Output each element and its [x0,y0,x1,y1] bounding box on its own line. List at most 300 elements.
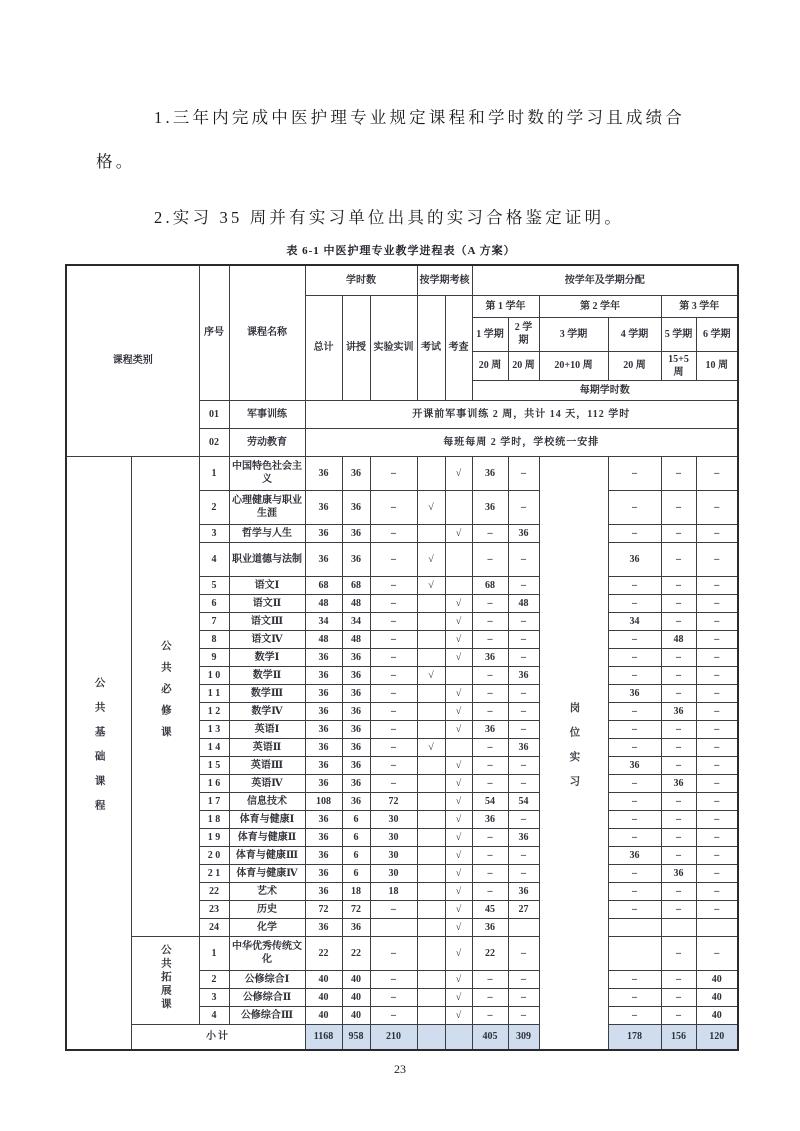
header-practice: 实验实训 [370,295,417,400]
cell-course-name: 语文Ⅰ [229,576,305,594]
cell-sem5: – [661,936,696,970]
cell-course-name: 信息技术 [229,792,305,810]
cell-lecture-hours: 36 [342,666,370,684]
cell-sem6: – [696,524,738,542]
cell-sem2: 54 [508,792,539,810]
cell-sem6: – [696,490,738,524]
header-assessment: 按学期考核 [417,265,472,295]
cell-course-name: 语文Ⅳ [229,630,305,648]
cell-sem4 [608,936,661,970]
cell-sem6: 40 [696,988,738,1006]
cell-exam-mark [417,882,445,900]
cell-sem4: – [608,988,661,1006]
header-lecture: 讲授 [342,295,370,400]
cell-sem1: 36 [472,456,508,490]
cell-lecture-hours: 36 [342,524,370,542]
cell-sem1: – [472,594,508,612]
cell-check-mark: √ [445,684,472,702]
cell-sem4: 36 [608,684,661,702]
header-semester-5: 5 学期 [661,317,696,351]
cell-practice-hours: – [370,684,417,702]
cell-exam-mark [417,792,445,810]
header-distribution: 按学年及学期分配 [472,265,738,295]
header-check: 考查 [445,295,472,400]
cell-sem1: – [472,846,508,864]
cell-lecture-hours: 36 [342,456,370,490]
cell-practice-hours: – [370,490,417,524]
cell-lecture-hours: 36 [342,720,370,738]
cell-sem5: – [661,900,696,918]
cell-exam-mark [417,648,445,666]
cell-course-name: 体育与健康Ⅳ [229,864,305,882]
cell-course-name: 语文Ⅱ [229,594,305,612]
cell-lecture-hours: 36 [342,490,370,524]
cell-lecture-hours: 6 [342,846,370,864]
cell-course-name: 英语Ⅱ [229,738,305,756]
cell-check-mark: √ [445,918,472,936]
cell-practice-hours: – [370,576,417,594]
cell-seq: 7 [199,612,229,630]
cell-exam-mark [417,900,445,918]
cell-seq: 4 [199,1006,229,1024]
cell-total-hours: 36 [305,542,342,576]
cell-course-name: 中国特色社会主义 [229,456,305,490]
subtotal-lecture: 958 [342,1024,370,1050]
cell-total-hours: 36 [305,864,342,882]
cell-sem2: – [508,864,539,882]
cell-exam-mark: √ [417,576,445,594]
cell-course-name: 英语Ⅳ [229,774,305,792]
cell-total-hours: 36 [305,702,342,720]
cell-check-mark: √ [445,936,472,970]
header-exam: 考试 [417,295,445,400]
cell-total-hours: 36 [305,648,342,666]
cell-exam-mark [417,524,445,542]
cell-sem4: – [608,864,661,882]
cell-sem5: 36 [661,864,696,882]
cell-sem2: – [508,684,539,702]
cell-sem6: 40 [696,970,738,988]
cell-seq: 5 [199,576,229,594]
header-per-term-hours: 每期学时数 [472,380,738,400]
header-year1: 第 1 学年 [472,295,539,317]
cell-sem6: – [696,542,738,576]
cell-exam-mark [417,756,445,774]
cell-lecture-hours: 40 [342,1006,370,1024]
cell-check-mark: √ [445,594,472,612]
header-course-name: 课程名称 [229,265,305,400]
cell-sem4: – [608,490,661,524]
cell-sem2: 36 [508,666,539,684]
cell-sem2: – [508,490,539,524]
cell-sem1: – [472,524,508,542]
cell-lecture-hours: 36 [342,684,370,702]
cell-sem6: – [696,936,738,970]
cell-check-mark [445,542,472,576]
cell-sem4: – [608,576,661,594]
cell-exam-mark: √ [417,542,445,576]
header-seq: 序号 [199,265,229,400]
cell-total-hours: 40 [305,1006,342,1024]
cell-sem2: – [508,648,539,666]
subtotal-check [445,1024,472,1050]
cell-exam-mark [417,1006,445,1024]
header-semester-2: 2 学期 [508,317,539,351]
cell-sem1: 36 [472,490,508,524]
cell-practice-hours: – [370,630,417,648]
cell-course-name: 历史 [229,900,305,918]
cell-course-name: 数学Ⅰ [229,648,305,666]
cell-total-hours: 22 [305,936,342,970]
cell-sem4 [608,918,661,936]
cell-sem4: 36 [608,756,661,774]
cell-seq: 2 1 [199,864,229,882]
cell-check-mark: √ [445,828,472,846]
cell-course-name: 公修综合Ⅱ [229,988,305,1006]
cell-check-mark: √ [445,756,472,774]
subtotal-exam [417,1024,445,1050]
labor-education-note: 每班每周 2 学时，学校统一安排 [305,428,738,456]
cell-sem6: – [696,648,738,666]
cell-sem1: 36 [472,720,508,738]
cell-total-hours: 68 [305,576,342,594]
intro-paragraphs [96,96,702,240]
cell-practice-hours: 72 [370,792,417,810]
cell-sem1: – [472,774,508,792]
cell-sem1: – [472,702,508,720]
cell-practice-hours: – [370,970,417,988]
cell-sem6: – [696,684,738,702]
cell-sem2: – [508,542,539,576]
cell-practice-hours: – [370,738,417,756]
cell-sem2: – [508,970,539,988]
cell-total-hours: 36 [305,490,342,524]
cell-check-mark: √ [445,524,472,542]
cell-total-hours: 36 [305,738,342,756]
cell-practice-hours: – [370,666,417,684]
schedule-table-block [65,242,737,1051]
cell-sem4: – [608,810,661,828]
cell-exam-mark [417,684,445,702]
header-semester-3: 3 学期 [539,317,608,351]
cell-check-mark: √ [445,810,472,828]
cell-check-mark: √ [445,648,472,666]
cell-seq: 6 [199,594,229,612]
cell-exam-mark [417,828,445,846]
cell-sem4: – [608,630,661,648]
header-year2: 第 2 学年 [539,295,661,317]
cell-practice-hours: – [370,988,417,1006]
cell-sem1: 45 [472,900,508,918]
cell-sem1: – [472,542,508,576]
cell-check-mark [445,666,472,684]
cell-exam-mark [417,988,445,1006]
cell-check-mark: √ [445,846,472,864]
cell-practice-hours [370,918,417,936]
cell-exam-mark [417,864,445,882]
cell-exam-mark [417,630,445,648]
cell-sem4: – [608,970,661,988]
cell-sem2: 36 [508,738,539,756]
cell-sem5: – [661,576,696,594]
cell-lecture-hours: 48 [342,594,370,612]
header-weeks-4: 20 周 [608,351,661,380]
cell-check-mark [445,576,472,594]
cell-sem6: – [696,882,738,900]
cell-lecture-hours: 40 [342,970,370,988]
cell-sem2: – [508,936,539,970]
cell-seq: 02 [199,428,229,456]
cell-seq: 1 3 [199,720,229,738]
cell-sem1: 68 [472,576,508,594]
cell-sem4: – [608,828,661,846]
cell-sem6: – [696,900,738,918]
cell-lecture-hours: 36 [342,542,370,576]
cell-sem1: – [472,970,508,988]
cell-practice-hours: – [370,648,417,666]
cell-course-name: 语文Ⅲ [229,612,305,630]
cell-practice-hours: – [370,542,417,576]
cell-sem5: – [661,988,696,1006]
cell-check-mark: √ [445,774,472,792]
cell-sem5: – [661,720,696,738]
cell-sem5: – [661,594,696,612]
cell-sem6: – [696,810,738,828]
cell-total-hours: 36 [305,684,342,702]
cell-seq: 2 [199,970,229,988]
cell-sem6: – [696,792,738,810]
cell-exam-mark [417,702,445,720]
category-public-required-label: 公共必修课 [159,640,171,748]
cell-total-hours: 36 [305,774,342,792]
table-title: 表 6-1 中医护理专业教学进程表（A 方案） [286,245,516,257]
cell-sem5: – [661,456,696,490]
cell-course-name: 军事训练 [229,400,305,428]
cell-sem1: 54 [472,792,508,810]
cell-sem4: – [608,524,661,542]
cell-sem6: – [696,594,738,612]
page-number: 23 [394,1062,406,1076]
internship-cell [539,456,608,1050]
header-course-category: 课程类别 [66,265,199,456]
cell-lecture-hours: 18 [342,882,370,900]
category-public-extension-label: 公共拓展课 [159,944,171,1012]
cell-sem1: 36 [472,918,508,936]
cell-course-name: 公修综合Ⅲ [229,1006,305,1024]
cell-sem5: – [661,524,696,542]
header-semester-1: 1 学期 [472,317,508,351]
cell-sem1: – [472,756,508,774]
cell-seq: 1 4 [199,738,229,756]
cell-sem5: – [661,648,696,666]
cell-course-name: 体育与健康Ⅰ [229,810,305,828]
cell-seq: 01 [199,400,229,428]
cell-seq: 2 [199,490,229,524]
cell-sem5: – [661,666,696,684]
cell-sem6: – [696,576,738,594]
cell-sem6: – [696,720,738,738]
cell-check-mark: √ [445,612,472,630]
cell-sem6: – [696,630,738,648]
cell-lecture-hours: 36 [342,738,370,756]
cell-practice-hours: – [370,936,417,970]
cell-sem2: – [508,702,539,720]
cell-sem5: – [661,828,696,846]
cell-practice-hours: – [370,720,417,738]
cell-sem6: – [696,756,738,774]
cell-lecture-hours: 36 [342,648,370,666]
cell-exam-mark [417,612,445,630]
cell-sem6: – [696,666,738,684]
cell-sem4: – [608,882,661,900]
cell-total-hours: 36 [305,810,342,828]
cell-total-hours: 36 [305,666,342,684]
cell-seq: 1 6 [199,774,229,792]
cell-seq: 4 [199,542,229,576]
cell-sem4: – [608,738,661,756]
cell-sem2: – [508,810,539,828]
cell-sem2: – [508,630,539,648]
cell-course-name: 数学Ⅳ [229,702,305,720]
cell-sem5: – [661,542,696,576]
cell-sem2: 48 [508,594,539,612]
cell-seq: 1 5 [199,756,229,774]
cell-total-hours: 36 [305,846,342,864]
cell-total-hours: 36 [305,720,342,738]
cell-check-mark: √ [445,970,472,988]
cell-total-hours: 40 [305,988,342,1006]
header-semester-6: 6 学期 [696,317,738,351]
cell-course-name: 中华优秀传统文化 [229,936,305,970]
cell-practice-hours: – [370,702,417,720]
cell-seq: 9 [199,648,229,666]
cell-sem1: 36 [472,810,508,828]
cell-seq: 1 2 [199,702,229,720]
cell-check-mark: √ [445,864,472,882]
cell-sem2: 36 [508,524,539,542]
cell-check-mark: √ [445,988,472,1006]
cell-sem1: – [472,684,508,702]
subtotal-label: 小计 [131,1024,305,1050]
cell-exam-mark: √ [417,738,445,756]
cell-practice-hours: 30 [370,828,417,846]
cell-check-mark: √ [445,1006,472,1024]
cell-sem6: 40 [696,1006,738,1024]
cell-exam-mark [417,456,445,490]
cell-practice-hours: 18 [370,882,417,900]
cell-exam-mark [417,774,445,792]
cell-sem2 [508,918,539,936]
cell-sem2: – [508,576,539,594]
cell-practice-hours: – [370,900,417,918]
cell-exam-mark [417,918,445,936]
cell-course-name: 数学Ⅱ [229,666,305,684]
cell-lecture-hours: 72 [342,900,370,918]
paragraph-2: 2.实习 35 周并有实习单位出具的实习合格鉴定证明。 [154,208,625,227]
category-public-basic-label: 公共基础课程 [93,677,105,825]
cell-seq: 23 [199,900,229,918]
cell-seq: 3 [199,524,229,542]
cell-check-mark [445,738,472,756]
cell-total-hours: 36 [305,828,342,846]
cell-sem1: – [472,612,508,630]
cell-course-name: 职业道德与法制 [229,542,305,576]
cell-check-mark: √ [445,720,472,738]
cell-seq: 1 [199,456,229,490]
cell-seq: 1 [199,936,229,970]
cell-sem2: – [508,612,539,630]
cell-sem4: – [608,594,661,612]
cell-check-mark: √ [445,900,472,918]
cell-sem4: – [608,720,661,738]
cell-course-name: 英语Ⅲ [229,756,305,774]
cell-sem2: 36 [508,828,539,846]
cell-sem2: 36 [508,882,539,900]
cell-seq: 1 0 [199,666,229,684]
cell-total-hours: 36 [305,524,342,542]
cell-check-mark: √ [445,792,472,810]
cell-total-hours: 34 [305,612,342,630]
cell-sem6: – [696,702,738,720]
cell-check-mark: √ [445,882,472,900]
cell-practice-hours: 30 [370,846,417,864]
cell-sem4: – [608,774,661,792]
cell-practice-hours: – [370,774,417,792]
cell-check-mark: √ [445,630,472,648]
cell-sem5: – [661,970,696,988]
cell-sem1: – [472,738,508,756]
header-weeks-3: 20+10 周 [539,351,608,380]
cell-practice-hours: – [370,756,417,774]
cell-sem6: – [696,738,738,756]
cell-sem2: – [508,846,539,864]
cell-sem1: – [472,1006,508,1024]
cell-practice-hours: 30 [370,864,417,882]
cell-sem5: – [661,792,696,810]
cell-total-hours: 36 [305,756,342,774]
cell-course-name: 劳动教育 [229,428,305,456]
cell-total-hours: 36 [305,918,342,936]
cell-sem5: – [661,612,696,630]
cell-total-hours: 36 [305,456,342,490]
header-hours: 学时数 [305,265,417,295]
cell-exam-mark: √ [417,490,445,524]
cell-sem1: – [472,882,508,900]
header-weeks-1: 20 周 [472,351,508,380]
teaching-schedule-table [65,264,739,1051]
cell-lecture-hours: 36 [342,774,370,792]
cell-sem1: – [472,666,508,684]
cell-sem5: – [661,810,696,828]
cell-sem5: – [661,1006,696,1024]
subtotal-sem4: 178 [608,1024,661,1050]
cell-lecture-hours: 6 [342,864,370,882]
cell-seq: 3 [199,988,229,1006]
cell-sem5: – [661,882,696,900]
cell-lecture-hours: 48 [342,630,370,648]
cell-lecture-hours: 36 [342,792,370,810]
cell-sem2: – [508,774,539,792]
cell-lecture-hours: 6 [342,828,370,846]
subtotal-sem1: 405 [472,1024,508,1050]
subtotal-total: 1168 [305,1024,342,1050]
cell-sem5: – [661,684,696,702]
cell-check-mark [445,490,472,524]
cell-check-mark: √ [445,702,472,720]
cell-sem1: 22 [472,936,508,970]
cell-exam-mark [417,594,445,612]
cell-sem6: – [696,774,738,792]
